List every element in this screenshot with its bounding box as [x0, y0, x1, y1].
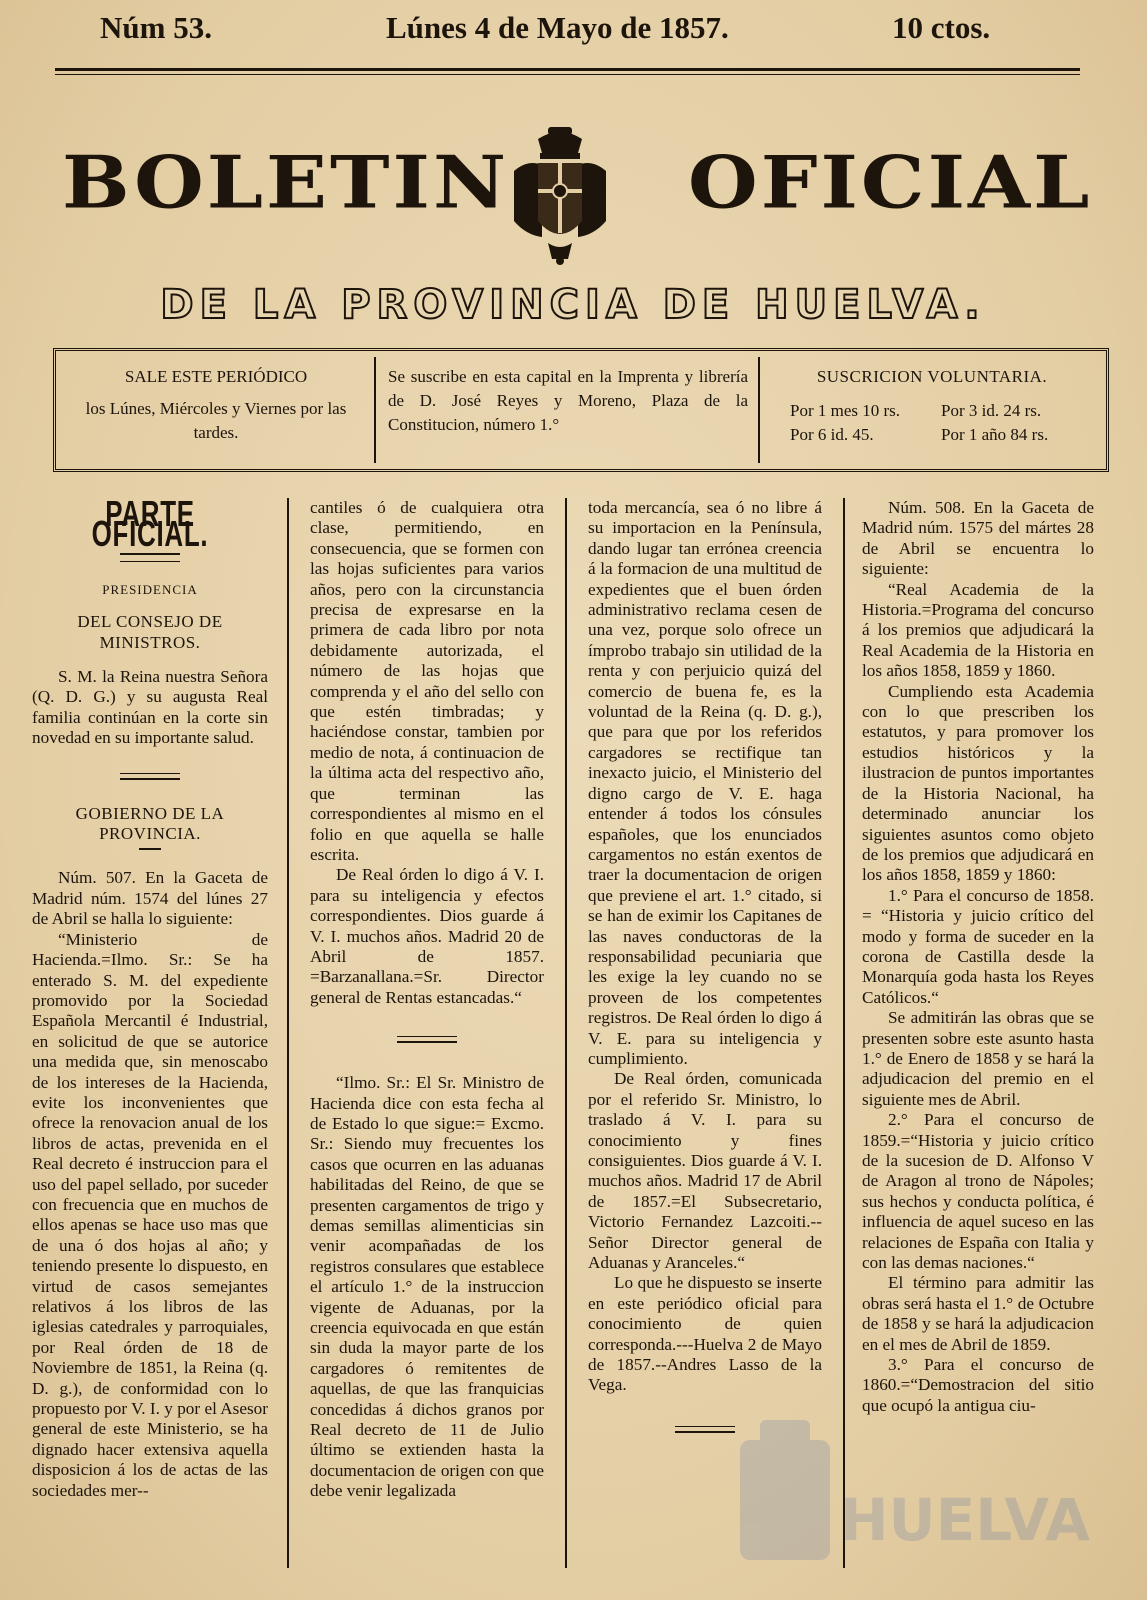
title-oficial: OFICIAL: [688, 140, 1093, 225]
issue-number: Núm 53.: [100, 10, 212, 45]
paragraph: 2.° Para el concurso de 1859.=“Historia y juicio crítico de la sucesion de D. Alfonso V de Aragon al trono de Nápoles; sus hechos y conducta política, é influencia de aquel suceso en las relaciones de España con Italia y con las demas naciones.“: [862, 1110, 1094, 1273]
paragraph: De Real órden, comunicada por el referido Sr. Ministro, lo traslado á V. I. para su conocimiento y fines consiguientes. Dios guarde á V. I. muchos años. Madrid 17 de Abril de 1857.=El Subsecretario, Victorio Fernandez Lazcoiti.--Señor Director general de Aduanas y Aranceles.“: [588, 1069, 822, 1273]
ornament: [120, 553, 180, 562]
issue-date: Lúnes 4 de Mayo de 1857.: [386, 10, 729, 45]
box-divider: [758, 357, 760, 463]
department-title: DEL CONSEJO DE MINISTROS.: [77, 612, 223, 652]
rates-title: SUSCRICION VOLUNTARIA.: [816, 367, 1048, 386]
department-title: GOBIERNO DE LA PROVINCIA.: [75, 803, 225, 844]
issue-price: 10 ctos.: [892, 10, 991, 45]
header-rule-thin: [55, 74, 1080, 75]
paragraph: S. M. la Reina nuestra Señora (Q. D. G.) y su augusta Real familia continúan en la corte sin novedad en su importante salud.: [32, 667, 268, 748]
paragraph: cantiles ó de cualquiera otra clase, permitiendo, en consecuencia, que se formen con las hojas suficientes para varios años, pero con la circunstancia precisa de expresarse en la primera de cada libro por nota debidamente autorizada, el número de las hojas que comprenda y el año del sello con que estén timbradas; y haciéndose constar, tambien por medio de nota, á continuacion de la última acta del respectivo año, que terminan las correspondientes al mismo en el folio en que aquella se halle escrita.: [310, 498, 544, 864]
library-watermark-icon: [730, 1420, 1091, 1580]
column-3: [588, 498, 822, 1463]
watermark-text: HUELVA: [840, 1486, 1091, 1554]
paragraph: Núm. 507. En la Gaceta de Madrid núm. 1574 del lúnes 27 de Abril se halla lo siguiente:: [32, 868, 268, 929]
schedule-body: los Lúnes, Miércoles y Viernes por las tardes.: [85, 399, 347, 442]
rate-3-months: Por 3 id. 24 rs.: [941, 401, 1042, 420]
column-divider: [565, 498, 567, 1568]
rate-1-month: Por 1 mes 10 rs.: [790, 401, 901, 420]
paragraph: 3.° Para el concurso de 1860.=“Demostracion del sitio que ocupó la antigua ciu-: [862, 1355, 1094, 1415]
info-box: [53, 348, 1109, 472]
paragraph: 1.° Para el concurso de 1858. = “Historia y juicio crítico del modo y forma de suceder en la corona de Castilla desde la Monarquía goda hasta los Reyes Católicos.“: [862, 885, 1094, 1007]
header-rule: [55, 68, 1080, 71]
column-2: [310, 498, 544, 1502]
schedule-info: [66, 365, 366, 445]
rate-6-months: Por 6 id. 45.: [790, 425, 874, 444]
subscription-rates: [772, 365, 1092, 447]
rate-1-year: Por 1 año 84 rs.: [941, 425, 1049, 444]
box-divider: [374, 357, 376, 463]
header-line: [0, 8, 1147, 52]
department-label: PRESIDENCIA: [102, 581, 198, 597]
column-4: [862, 498, 1094, 1416]
ornament: [120, 773, 180, 780]
ornament: [675, 1426, 735, 1433]
schedule-title: SALE ESTE PERIÓDICO: [124, 367, 308, 386]
ornament: [397, 1036, 457, 1043]
paragraph: “Ministerio de Hacienda.=Ilmo. Sr.: Se ha enterado S. M. del expediente promovido por la Sociedad Española Mercantil é Industrial, en solicitud de que se autorice una medida que, sin menoscabo de los intereses de la Hacienda, evite los inconvenientes que ofrece la renovacion anual de los libros de actas, prevenida en el Real decreto é instruccion para el uso del papel sellado, por suceder con frecuencia que en muchos de ellos apenas se hace uso mas que de una ó dos hojas al año; y teniendo presente lo dispuesto, en virtud de casos semejantes relativos á los libros de las iglesias catedrales y parroquiales, por Real órden de 18 de Noviembre de 1851, la Reina (q. D. g.), de conformidad con lo propuesto por V. I. y por el Asesor general de este Ministerio, se ha dignado hacer extensiva aquella disposicion á los de actas de las sociedades mer--: [32, 929, 268, 1500]
column-divider: [843, 498, 845, 1568]
paragraph: Lo que he dispuesto se inserte en este periódico oficial para conocimiento de quien corresponda.---Huelva 2 de Mayo de 1857.--Andres Lasso de la Vega.: [588, 1273, 822, 1395]
title-boletin: BOLETIN: [62, 140, 510, 225]
paragraph: De Real órden lo digo á V. I. para su inteligencia y efectos correspondientes. Dios guarde á V. I. muchos años. Madrid 20 de Abril de 1857. =Barzanallana.=Sr. Director general de Rentas estancadas.“: [310, 865, 544, 1007]
column-1: [32, 493, 268, 1501]
paragraph: “Real Academia de la Historia.=Programa del concurso á los premios que adjudicará la Real Academia de la Historia en los años 1858, 1859 y 1860.: [862, 579, 1094, 681]
paragraph: Se admitirán las obras que se presenten sobre este asunto hasta 1.° de Enero de 1858 y se hará la adjudicacion del premio en el siguiente mes de Abril.: [862, 1008, 1094, 1109]
paragraph: Cumpliendo esta Academia con lo que prescriben los estatutos, y para promover los estudios históricos y la ilustracion de puntos importantes de la Historia Nacional, ha determinado anunciar los siguientes asuntos como objeto de los premios que adjudicará en los años 1858, 1859 y 1860:: [862, 681, 1094, 885]
subtitle-provincia: DE LA PROVINCIA DE HUELVA.: [160, 282, 986, 328]
paragraph: toda mercancía, sea ó no libre á su importacion en la Península, dando lugar tan errónea creencia á la formacion de una multitud de expedientes que el buen órden administrativo reclama cesen de una vez, porque solo ofrece un ímprobo trabajo sin utilidad de la renta y con perjuicio quizá del comercio de buena fe, es la voluntad de la Reina (q. D. g.), que para que por los referidos cargadores se rectifique tan inexacto juicio, el Ministerio del digno cargo de V. E. haga entender á todos los cónsules españoles, que los enunciados cargamentos no están exentos de traer la documentacion de origen que previene el art. 1.° citado, si se han de eximir los Capitanes de las naves conductoras de la responsabilidad pecuniaria que les exige la ley cuando no se proveen de los competentes registros. De Real órden lo digo á V. E. para su inteligencia y cumplimiento.: [588, 498, 822, 1068]
column-divider: [287, 498, 289, 1568]
paragraph: “Ilmo. Sr.: El Sr. Ministro de Hacienda dice con esta fecha al de Estado lo que sigue:= Excmo. Sr.: Siendo muy frecuentes los casos que ocurren en las aduanas habilitadas del Reino, de que se presenten cargamentos de trigo y demas semillas alimenticias sin venir acompañadas de los registros consulares que establece el artículo 1.° de la instruccion vigente de Aduanas, por la creencia equivocada en que están sin duda la mayor parte de los cargadores ó remitentes de aquellas, de que las franquicias concedidas á dichos granos por Real decreto de 11 de Julio último se extienden hasta la documentacion de origen con que debe venir legalizada: [310, 1073, 544, 1501]
section-title: PARTE OFICIAL.: [91, 493, 209, 555]
short-rule: [139, 848, 161, 850]
paragraph: El término para admitir las obras será hasta el 1.° de Octubre de 1858 y se hará la adjudicacion en el mes de Abril de 1859.: [862, 1273, 1094, 1354]
royal-coat-of-arms-icon: [508, 125, 612, 265]
paragraph: Núm. 508. En la Gaceta de Madrid núm. 1575 del mártes 28 de Abril se encuentra lo siguiente:: [862, 498, 1094, 579]
subscription-place: Se suscribe en esta capital en la Imprenta y librería de D. José Reyes y Moreno, Plaza de la Constitucion, número 1.°: [388, 367, 748, 434]
